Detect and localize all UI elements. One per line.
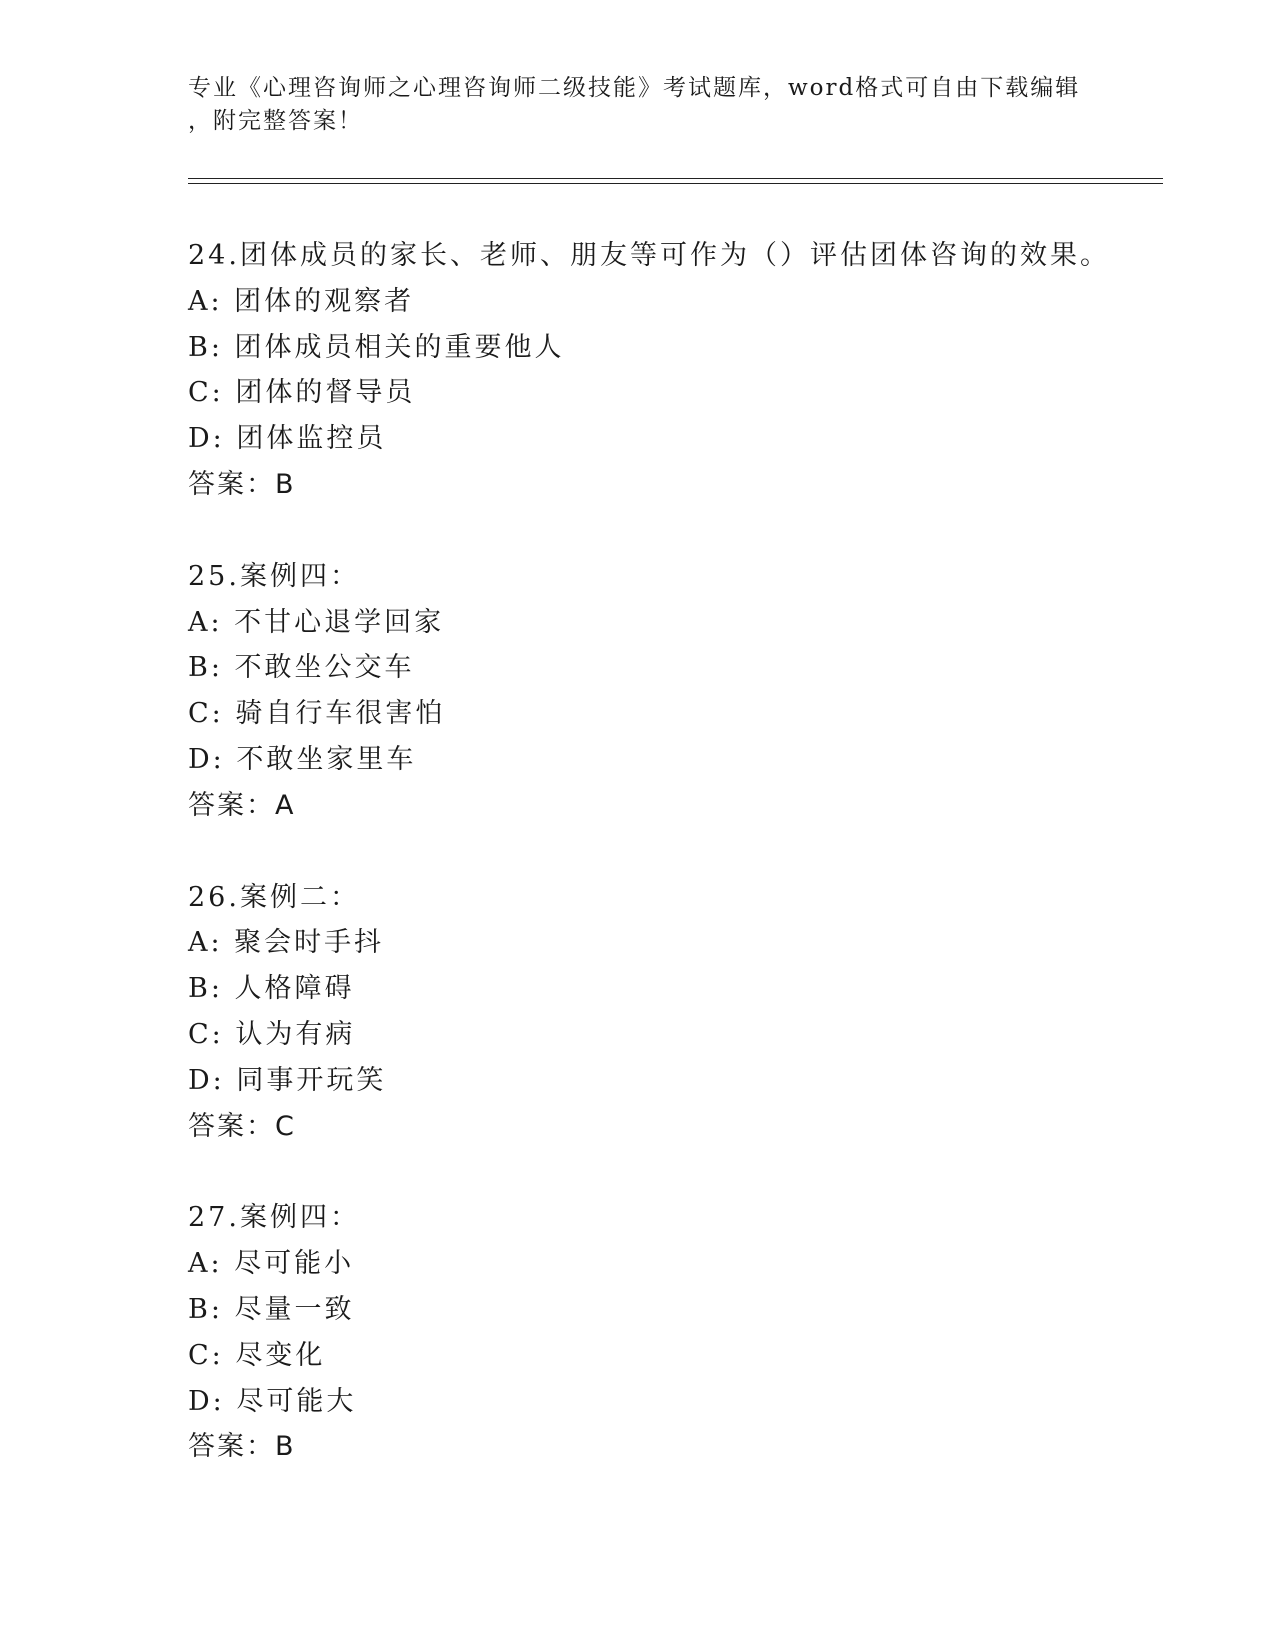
option-b: B: 不敢坐公交车 — [188, 652, 415, 684]
option-c: C: 认为有病 — [188, 1018, 356, 1050]
question-stem: 27.案例四： — [188, 1202, 360, 1234]
question-26 — [188, 875, 1148, 1150]
question-24 — [188, 233, 1148, 508]
option-d: D: 不敢坐家里车 — [188, 743, 417, 775]
option-c: C: 骑自行车很害怕 — [188, 698, 446, 730]
option-a: A: 尽可能小 — [188, 1248, 355, 1280]
option-b: B: 团体成员相关的重要他人 — [188, 331, 565, 363]
question-answer: 答案：B — [188, 1431, 296, 1463]
header-text-line-2: ，附完整答案！ — [188, 108, 363, 134]
question-stem: 26.案例二： — [188, 881, 360, 913]
option-d: D: 尽可能大 — [188, 1385, 357, 1417]
question-stem: 24.团体成员的家长、老师、朋友等可作为（）评估团体咨询的效果。 — [188, 240, 1110, 271]
option-a: A: 聚会时手抖 — [188, 927, 385, 959]
option-b: B: 尽量一致 — [188, 1293, 355, 1325]
option-d: D: 团体监控员 — [188, 423, 387, 455]
option-d: D: 同事开玩笑 — [188, 1064, 387, 1096]
question-answer: 答案：C — [188, 1110, 296, 1142]
document-header — [188, 72, 1081, 138]
question-answer: 答案：A — [188, 789, 296, 821]
header-text-line-1: 专业《心理咨询师之心理咨询师二级技能》考试题库，word格式可自由下载编辑 — [188, 75, 1081, 101]
question-25 — [188, 554, 1148, 829]
option-a: A: 不甘心退学回家 — [188, 606, 445, 638]
option-c: C: 尽变化 — [188, 1339, 326, 1371]
question-stem: 25.案例四： — [188, 560, 360, 592]
option-a: A: 团体的观察者 — [188, 285, 415, 317]
option-c: C: 团体的督导员 — [188, 377, 416, 409]
question-answer: 答案：B — [188, 468, 296, 500]
header-divider — [188, 178, 1163, 184]
option-b: B: 人格障碍 — [188, 973, 355, 1005]
question-27 — [188, 1195, 1148, 1470]
question-list — [188, 233, 1148, 1516]
